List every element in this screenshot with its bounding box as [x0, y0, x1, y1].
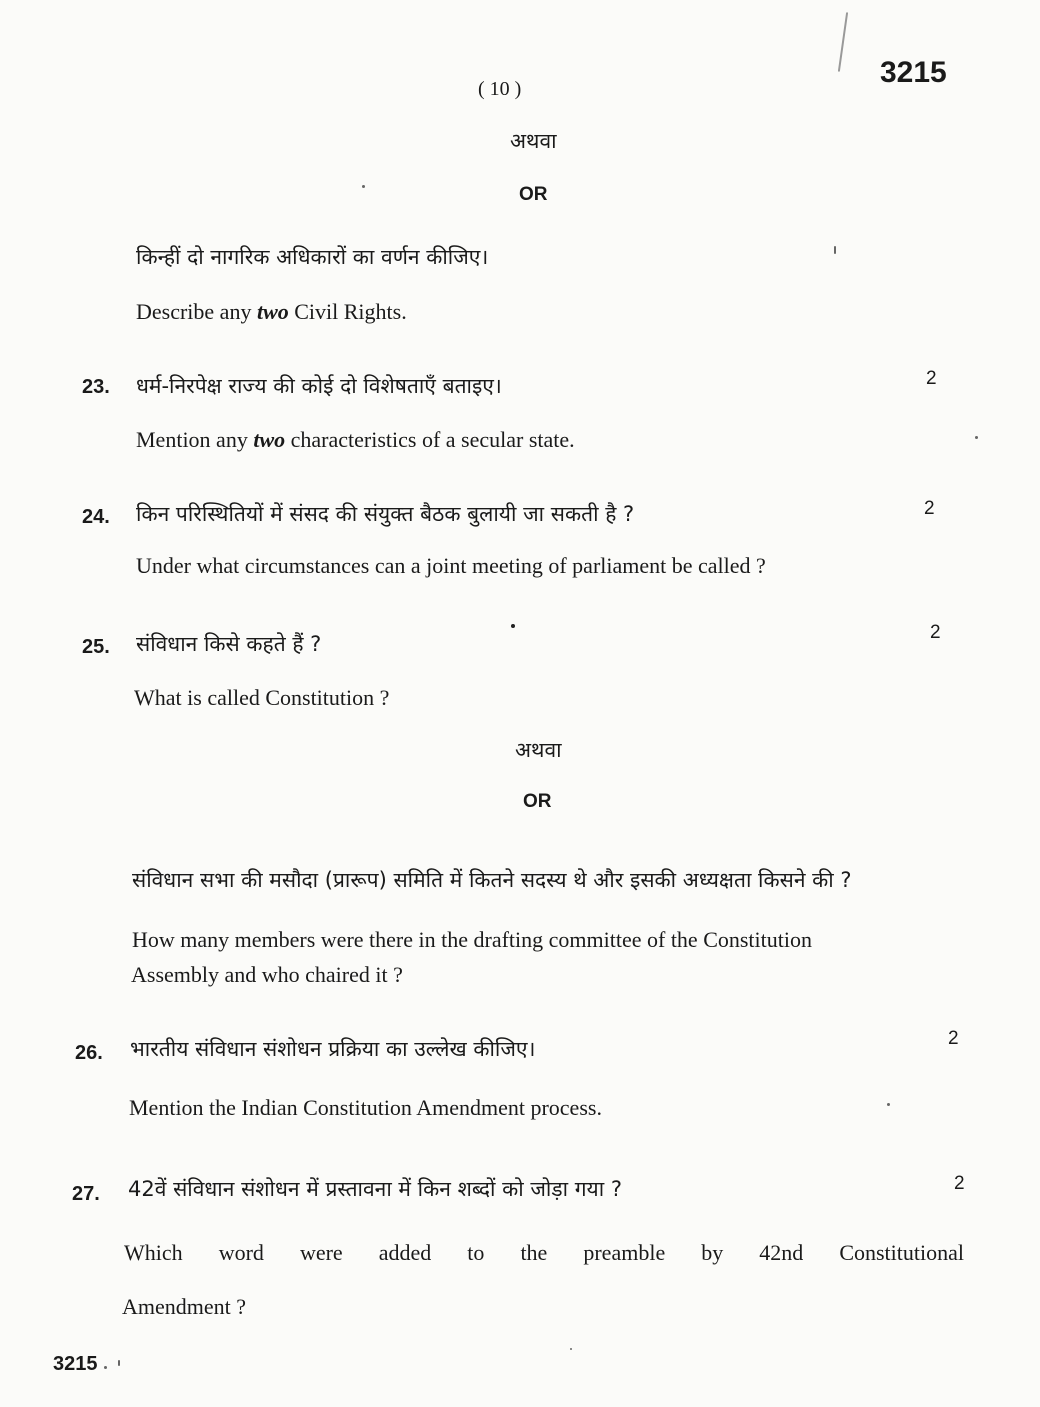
page-number: ( 10 ): [478, 78, 522, 100]
word: to: [467, 1240, 485, 1265]
scan-speck: [887, 1103, 890, 1106]
or-english-25: OR: [523, 791, 552, 812]
question-23-marks: 2: [926, 368, 937, 389]
scan-speck: [118, 1360, 120, 1366]
word: 42nd: [759, 1240, 804, 1265]
question-number-26: 26.: [75, 1042, 103, 1064]
question-number-25: 25.: [82, 636, 110, 658]
question-number-23: 23.: [82, 376, 110, 398]
alt-question-hindi-top: किन्हीं दो नागरिक अधिकारों का वर्णन कीजिए।: [136, 245, 489, 269]
scan-speck: [570, 1348, 572, 1350]
question-23-hindi: धर्म-निरपेक्ष राज्य की कोई दो विशेषताएँ बताइए।: [136, 374, 502, 398]
paper-code-header: 3215: [880, 56, 947, 89]
alt-question-hindi-25: संविधान सभा की मसौदा (प्रारूप) समिति में कितने सदस्य थे और इसकी अध्यक्षता किसने की ?: [132, 868, 852, 892]
question-26-marks: 2: [948, 1028, 959, 1049]
question-23-english: Mention any two characteristics of a secular state.: [136, 427, 575, 452]
question-27-hindi: 42वें संविधान संशोधन में प्रस्तावना में किन शब्दों को जोड़ा गया ?: [128, 1177, 622, 1201]
question-26-hindi: भारतीय संविधान संशोधन प्रक्रिया का उल्लेख कीजिए।: [130, 1037, 536, 1061]
scan-speck: [511, 624, 515, 628]
word: by: [701, 1240, 724, 1265]
question-27-marks: 2: [954, 1173, 965, 1194]
question-25-hindi: संविधान किसे कहते हैं ?: [136, 632, 322, 656]
scan-speck: [362, 185, 365, 188]
question-24-hindi: किन परिस्थितियों में संसद की संयुक्त बैठक बुलायी जा सकती है ?: [136, 502, 635, 526]
word: the: [520, 1240, 548, 1265]
or-hindi-top: अथवा: [510, 129, 557, 153]
question-25-marks: 2: [930, 622, 941, 643]
word: added: [378, 1240, 432, 1265]
question-27-english-line2: Amendment ?: [122, 1294, 247, 1319]
or-hindi-25: अथवा: [515, 738, 562, 762]
question-27-english-line1: [124, 1240, 964, 1266]
question-number-27: 27.: [72, 1183, 100, 1205]
word: word: [218, 1240, 264, 1265]
question-26-english: Mention the Indian Constitution Amendment process.: [129, 1095, 602, 1120]
scan-speck: [834, 246, 836, 254]
scan-speck: [104, 1366, 107, 1369]
scan-speck: [975, 436, 978, 439]
question-24-english: Under what circumstances can a joint meeting of parliament be called ?: [136, 553, 766, 578]
alt-question-english-25-line2: Assembly and who chaired it ?: [131, 962, 403, 987]
word: were: [299, 1240, 343, 1265]
scan-speck: [838, 12, 848, 72]
question-number-24: 24.: [82, 506, 110, 528]
word: Which: [124, 1240, 183, 1265]
alt-question-english-25-line1: How many members were there in the drafting committee of the Constitution: [132, 927, 812, 952]
word: preamble: [583, 1240, 666, 1265]
question-25-english: What is called Constitution ?: [134, 685, 390, 710]
or-english-top: OR: [519, 184, 548, 205]
alt-question-english-top: Describe any two Civil Rights.: [136, 299, 407, 324]
paper-code-footer: 3215: [53, 1353, 98, 1375]
word: Constitutional: [839, 1240, 964, 1265]
question-24-marks: 2: [924, 498, 935, 519]
